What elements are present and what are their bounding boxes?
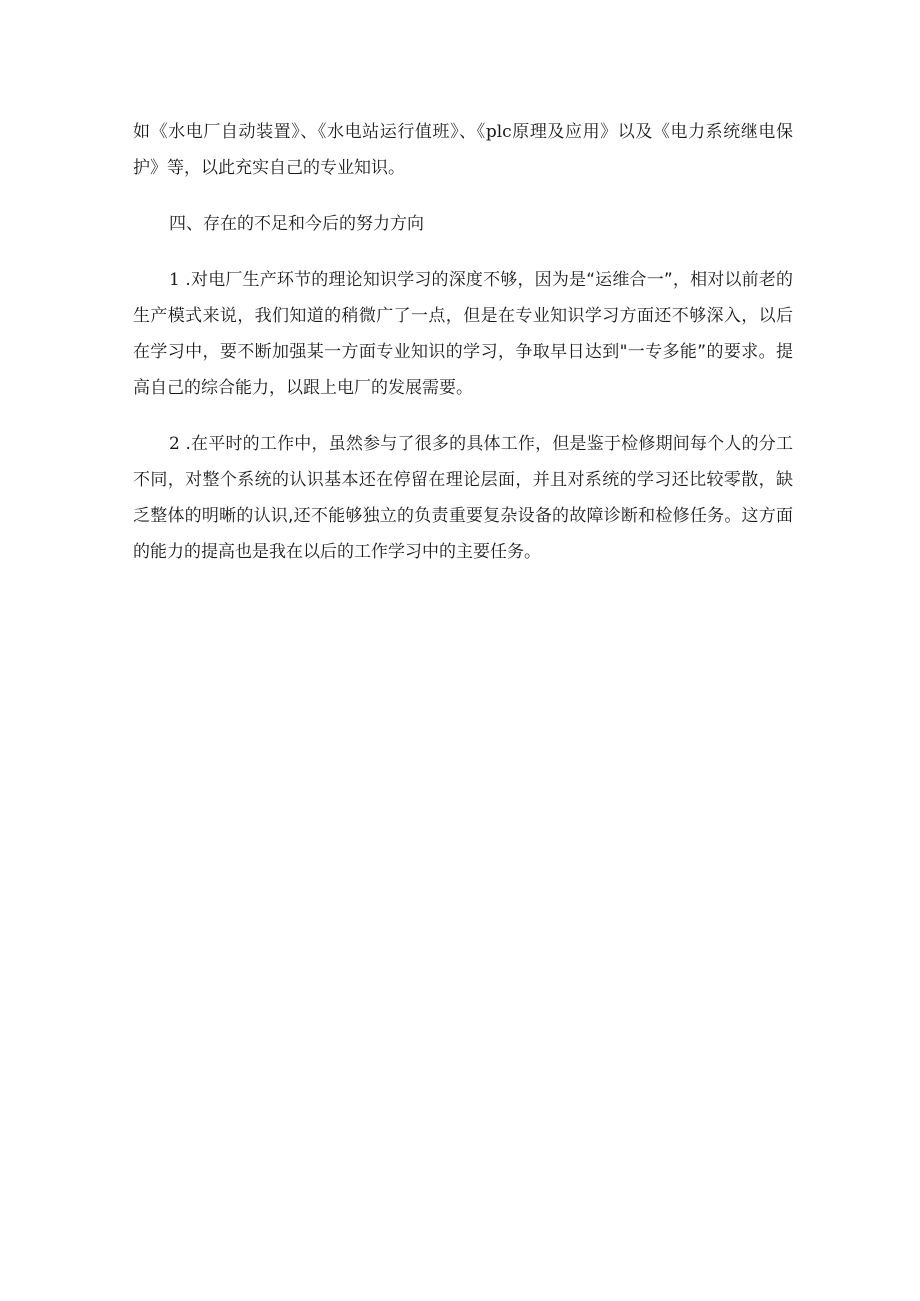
paragraph-books-part1: 如《水电厂自动装置》、《水电站运行值班》、《 [133, 122, 486, 142]
paragraph-books-plc: plc [485, 122, 512, 142]
list-item-1-text: .对电厂生产环节的理论知识学习的深度不够，因为是“运维合一”，相对以前老的生产模式来说，我们知道的稍微广了一点，但是在专业知识学习方面还不够深入，以后在学习中，要不断加强某一方面专业知识的学习，争取早日达到"一专多能”的要求。提高自己的综合能力，以跟上电厂的发展需要。 [133, 270, 793, 398]
list-item-1 [133, 262, 793, 406]
list-item-1-number: 1 [169, 270, 180, 290]
list-item-2 [133, 426, 793, 570]
document-page [133, 114, 793, 570]
list-item-2-text: .在平时的工作中，虽然参与了很多的具体工作，但是鉴于检修期间每个人的分工不同，对整个系统的认识基本还在停留在理论层面，并且对系统的学习还比较零散，缺乏整体的明晰的认识,还不能够独立的负责重要复杂设备的故障诊断和检修任务。这方面的能力的提高也是我在以后的工作学习中的主要任务。 [133, 434, 793, 562]
paragraph-gap [133, 242, 793, 262]
paragraph-books-part2: 原理及应用》以及《电力系统继电保护》等，以此充实自己的专业知识。 [133, 122, 794, 178]
paragraph-gap [133, 186, 793, 206]
list-item-2-number: 2 [169, 434, 180, 454]
section-heading: 四、存在的不足和今后的努力方向 [169, 214, 424, 234]
paragraph-books [133, 114, 793, 186]
paragraph-gap [133, 406, 793, 426]
